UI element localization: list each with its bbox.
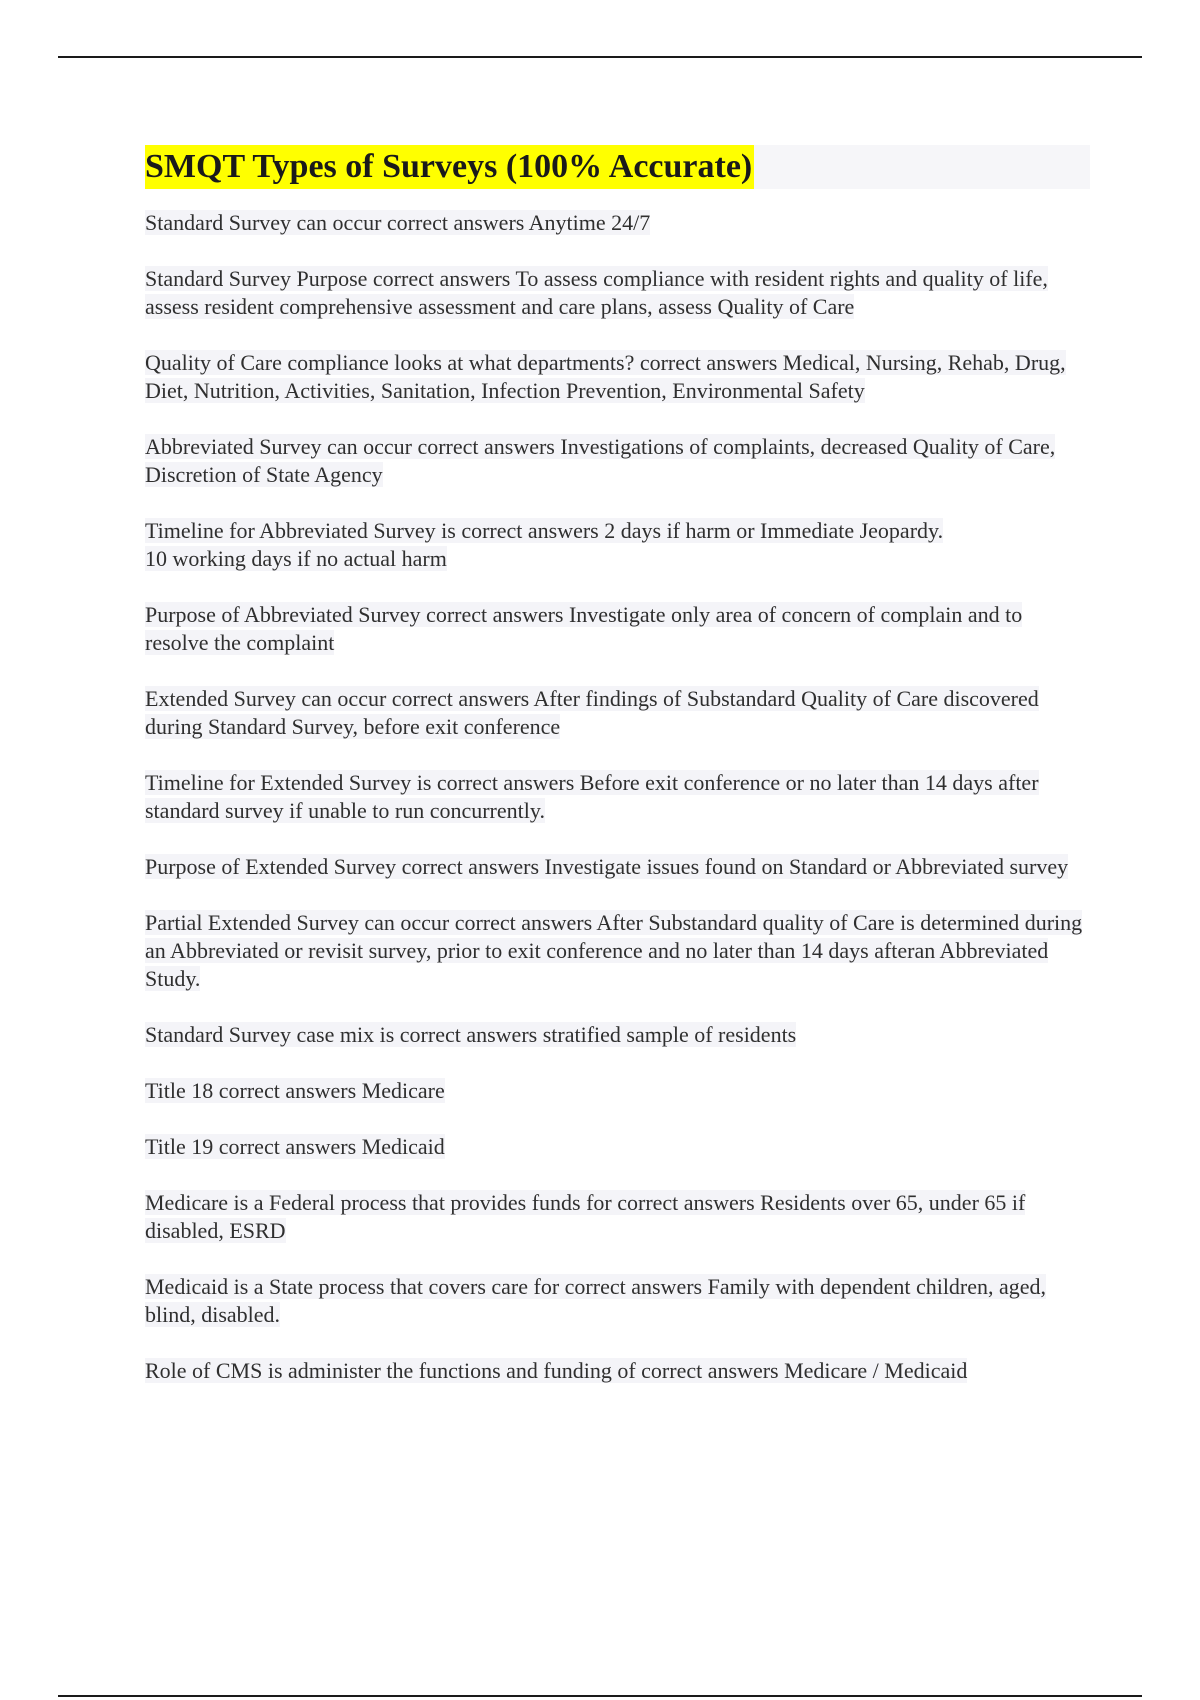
qa-item <box>145 265 1090 321</box>
qa-item <box>145 853 1090 881</box>
qa-text: Timeline for Abbreviated Survey is correct answers 2 days if harm or Immediate Jeopardy. 10 working days if no actual harm <box>145 518 944 571</box>
qa-text: Abbreviated Survey can occur correct answers Investigations of complaints, decreased Quality of Care, Discretion of State Agency <box>145 434 1056 487</box>
qa-text: Extended Survey can occur correct answers After findings of Substandard Quality of Care discovered during Standard Survey, before exit conference <box>145 686 1039 739</box>
qa-item <box>145 769 1090 825</box>
qa-item <box>145 601 1090 657</box>
qa-item <box>145 1077 1090 1105</box>
document-body <box>145 145 1090 1413</box>
qa-text: Purpose of Abbreviated Survey correct answers Investigate only area of concern of complain and to resolve the complaint <box>145 602 1023 655</box>
qa-text: Standard Survey case mix is correct answers stratified sample of residents <box>145 1022 797 1047</box>
qa-text: Standard Survey Purpose correct answers To assess compliance with resident rights and quality of life, assess resident comprehensive assessment and care plans, assess Quality of Care <box>145 266 1048 319</box>
bottom-rule <box>58 1695 1142 1697</box>
qa-item <box>145 1021 1090 1049</box>
document-title: SMQT Types of Surveys (100% Accurate) <box>145 145 754 189</box>
qa-text: Timeline for Extended Survey is correct answers Before exit conference or no later than 14 days after standard survey if unable to run concurrently. <box>145 770 1039 823</box>
qa-text: Medicaid is a State process that covers care for correct answers Family with dependent children, aged, blind, disabled. <box>145 1274 1047 1327</box>
qa-item <box>145 1189 1090 1245</box>
top-rule <box>58 56 1142 58</box>
qa-text: Standard Survey can occur correct answers Anytime 24/7 <box>145 210 651 235</box>
qa-text: Role of CMS is administer the functions and funding of correct answers Medicare / Medicaid <box>145 1358 968 1383</box>
qa-text: Medicare is a Federal process that provides funds for correct answers Residents over 65, under 65 if disabled, ESRD <box>145 1190 1026 1243</box>
qa-item <box>145 909 1090 993</box>
qa-item <box>145 433 1090 489</box>
qa-item <box>145 1273 1090 1329</box>
qa-item <box>145 1133 1090 1161</box>
qa-item <box>145 517 1090 573</box>
qa-item <box>145 349 1090 405</box>
qa-text: Title 18 correct answers Medicare <box>145 1078 445 1103</box>
qa-text: Title 19 correct answers Medicaid <box>145 1134 445 1159</box>
qa-item <box>145 685 1090 741</box>
title-bar <box>145 145 1090 189</box>
qa-text: Purpose of Extended Survey correct answers Investigate issues found on Standard or Abbreviated survey <box>145 854 1069 879</box>
qa-text: Quality of Care compliance looks at what departments? correct answers Medical, Nursing, Rehab, Drug, Diet, Nutrition, Activities, Sanitation, Infection Prevention, Environmental Safety <box>145 350 1066 403</box>
qa-text: Partial Extended Survey can occur correct answers After Substandard quality of Care is determined during an Abbreviated or revisit survey, prior to exit conference and no later than 14 days afteran Abbreviated Study. <box>145 910 1083 991</box>
qa-item <box>145 209 1090 237</box>
qa-item <box>145 1357 1090 1385</box>
